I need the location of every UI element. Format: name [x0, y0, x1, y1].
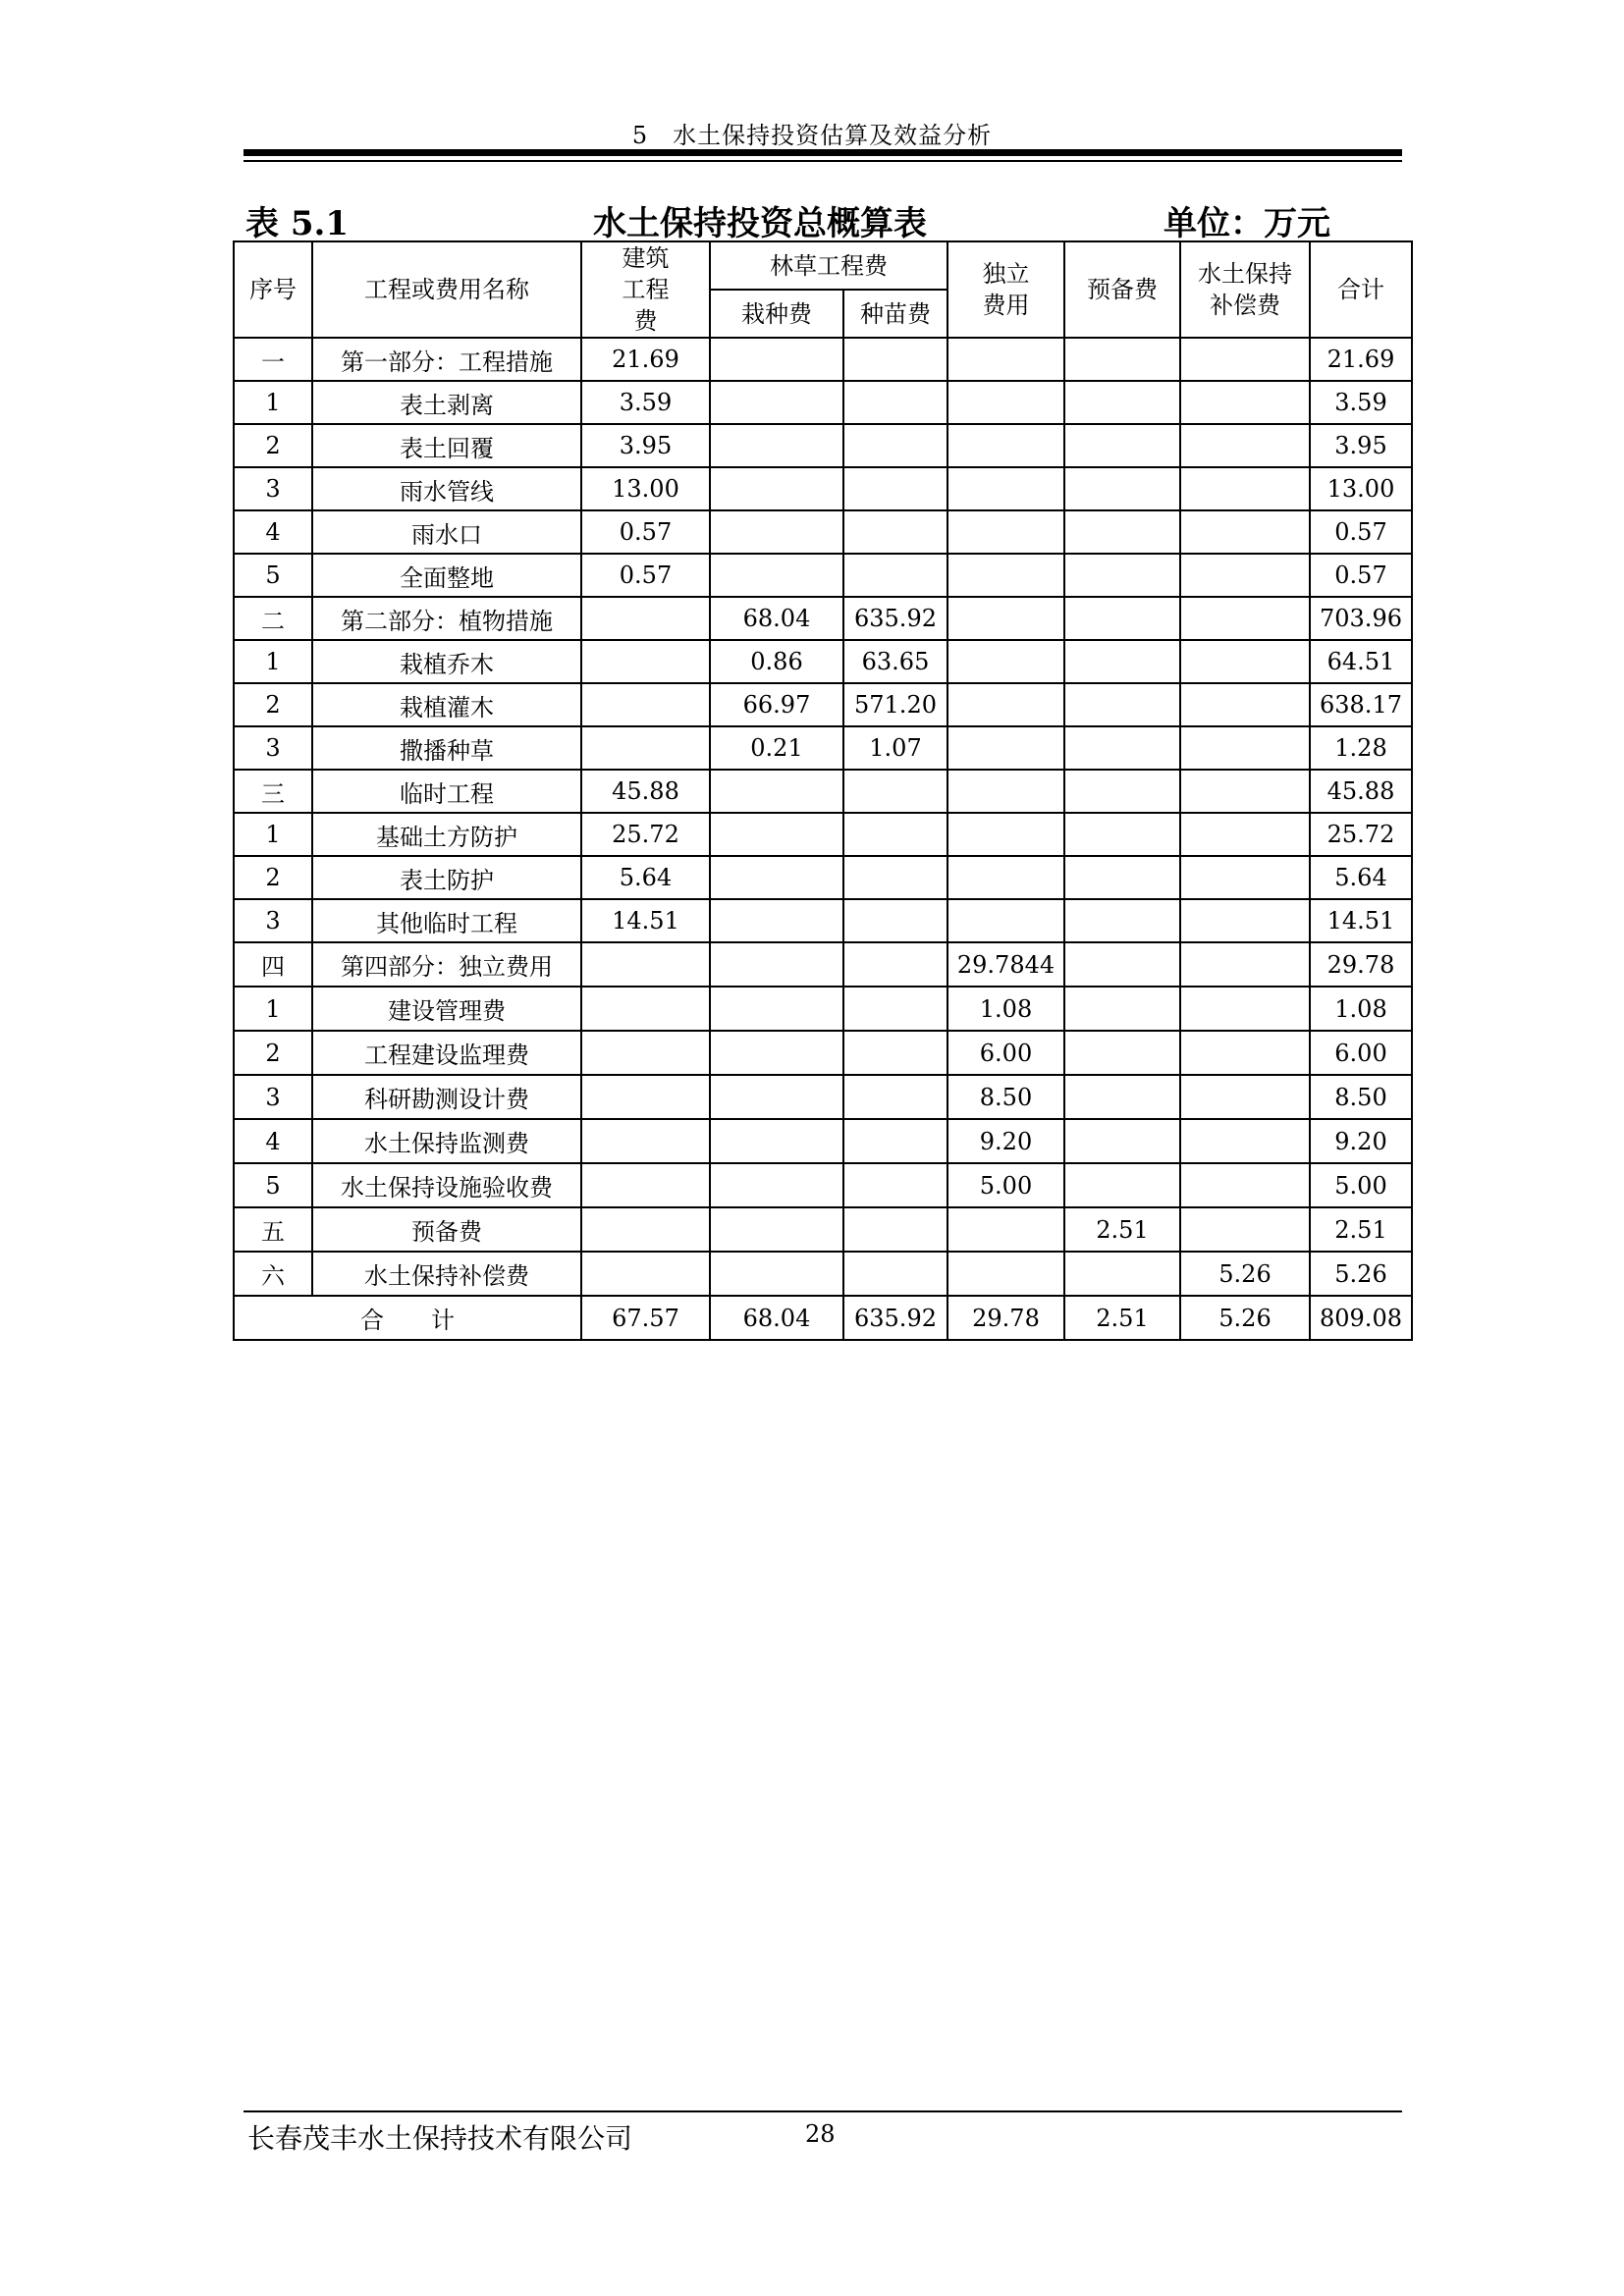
cell-independent — [947, 554, 1064, 597]
cell-planting — [710, 381, 843, 424]
total-independent: 29.78 — [947, 1296, 1064, 1340]
cell-building — [581, 1163, 710, 1207]
cell-compensation — [1180, 1119, 1310, 1163]
cell-total: 1.28 — [1310, 726, 1412, 770]
cell-seedling: 571.20 — [843, 683, 947, 726]
cell-total: 5.64 — [1310, 856, 1412, 899]
cell-seedling: 63.65 — [843, 640, 947, 683]
cell-seedling — [843, 338, 947, 381]
cell-total: 0.57 — [1310, 510, 1412, 554]
cell-compensation — [1180, 1163, 1310, 1207]
header-total: 合计 — [1310, 241, 1412, 338]
cell-name: 建设管理费 — [312, 987, 581, 1031]
cell-compensation — [1180, 510, 1310, 554]
cell-total: 3.95 — [1310, 424, 1412, 467]
header-rule-thin — [244, 160, 1402, 162]
cell-independent: 6.00 — [947, 1031, 1064, 1075]
cell-seq: 4 — [234, 510, 312, 554]
cell-name: 第四部分：独立费用 — [312, 942, 581, 987]
cell-building — [581, 1119, 710, 1163]
cell-building — [581, 1252, 710, 1296]
cell-planting — [710, 942, 843, 987]
table-row — [234, 381, 1412, 424]
cell-seedling — [843, 381, 947, 424]
header-compensation: 水土保持补偿费 — [1180, 241, 1310, 338]
cell-seq: 2 — [234, 424, 312, 467]
cell-seq: 4 — [234, 1119, 312, 1163]
table-row — [234, 856, 1412, 899]
footer-company: 长春茂丰水土保持技术有限公司 — [247, 2122, 633, 2155]
cell-reserve — [1064, 338, 1180, 381]
cell-total: 14.51 — [1310, 899, 1412, 942]
cell-total: 3.59 — [1310, 381, 1412, 424]
cell-name: 表土回覆 — [312, 424, 581, 467]
cell-name: 全面整地 — [312, 554, 581, 597]
cell-planting — [710, 1075, 843, 1119]
cell-name: 第二部分：植物措施 — [312, 597, 581, 640]
cell-seedling — [843, 987, 947, 1031]
cell-building — [581, 1075, 710, 1119]
cell-building: 14.51 — [581, 899, 710, 942]
header-seedling: 种苗费 — [843, 290, 947, 338]
cell-reserve — [1064, 1075, 1180, 1119]
cell-seq: 2 — [234, 683, 312, 726]
cell-total: 45.88 — [1310, 770, 1412, 813]
cell-seedling — [843, 1207, 947, 1252]
cell-building: 21.69 — [581, 338, 710, 381]
cell-total: 5.26 — [1310, 1252, 1412, 1296]
cell-seq: 四 — [234, 942, 312, 987]
cell-seedling — [843, 1163, 947, 1207]
cell-independent — [947, 640, 1064, 683]
cell-seq: 2 — [234, 856, 312, 899]
cell-seedling — [843, 424, 947, 467]
cell-seedling — [843, 1031, 947, 1075]
total-grand: 809.08 — [1310, 1296, 1412, 1340]
cell-compensation: 5.26 — [1180, 1252, 1310, 1296]
cell-seq: 5 — [234, 554, 312, 597]
cell-reserve — [1064, 726, 1180, 770]
cell-compensation — [1180, 381, 1310, 424]
cell-planting: 68.04 — [710, 597, 843, 640]
cell-compensation — [1180, 338, 1310, 381]
table-row — [234, 1252, 1412, 1296]
cell-name: 栽植灌木 — [312, 683, 581, 726]
cell-reserve — [1064, 899, 1180, 942]
cell-seedling — [843, 942, 947, 987]
cell-seedling — [843, 813, 947, 856]
cell-reserve — [1064, 1031, 1180, 1075]
cell-compensation — [1180, 813, 1310, 856]
cell-building: 25.72 — [581, 813, 710, 856]
cell-compensation — [1180, 1075, 1310, 1119]
cell-planting — [710, 510, 843, 554]
cell-independent — [947, 510, 1064, 554]
cell-name: 雨水口 — [312, 510, 581, 554]
table-row — [234, 899, 1412, 942]
cell-planting — [710, 813, 843, 856]
cell-name: 第一部分：工程措施 — [312, 338, 581, 381]
cell-independent — [947, 597, 1064, 640]
cell-reserve — [1064, 1119, 1180, 1163]
cell-seedling — [843, 899, 947, 942]
cell-building: 45.88 — [581, 770, 710, 813]
cell-name: 其他临时工程 — [312, 899, 581, 942]
cell-name: 雨水管线 — [312, 467, 581, 510]
cell-reserve — [1064, 467, 1180, 510]
total-building: 67.57 — [581, 1296, 710, 1340]
cell-building — [581, 597, 710, 640]
cell-seq: 二 — [234, 597, 312, 640]
table-row — [234, 1031, 1412, 1075]
cell-planting — [710, 1163, 843, 1207]
cell-name: 水土保持设施验收费 — [312, 1163, 581, 1207]
cell-planting — [710, 338, 843, 381]
cell-reserve — [1064, 683, 1180, 726]
cell-name: 预备费 — [312, 1207, 581, 1252]
cell-name: 撒播种草 — [312, 726, 581, 770]
header-planting: 栽种费 — [710, 290, 843, 338]
cell-seedling — [843, 770, 947, 813]
cell-seq: 3 — [234, 899, 312, 942]
total-compensation: 5.26 — [1180, 1296, 1310, 1340]
cell-name: 表土防护 — [312, 856, 581, 899]
cell-seq: 一 — [234, 338, 312, 381]
cell-building — [581, 942, 710, 987]
cell-compensation — [1180, 856, 1310, 899]
cell-compensation — [1180, 467, 1310, 510]
cell-building: 5.64 — [581, 856, 710, 899]
header-independent: 独立费用 — [947, 241, 1064, 338]
cell-compensation — [1180, 987, 1310, 1031]
cell-reserve — [1064, 597, 1180, 640]
cell-name: 基础土方防护 — [312, 813, 581, 856]
cell-reserve — [1064, 770, 1180, 813]
table-title: 水土保持投资总概算表 — [593, 204, 927, 243]
cell-total: 5.00 — [1310, 1163, 1412, 1207]
cell-independent — [947, 726, 1064, 770]
table-row — [234, 1075, 1412, 1119]
cell-reserve — [1064, 554, 1180, 597]
cell-planting — [710, 554, 843, 597]
cell-reserve — [1064, 813, 1180, 856]
table-row — [234, 467, 1412, 510]
running-header: 5 水土保持投资估算及效益分析 — [631, 122, 993, 149]
cell-name: 科研勘测设计费 — [312, 1075, 581, 1119]
cell-seedling — [843, 467, 947, 510]
cell-total: 1.08 — [1310, 987, 1412, 1031]
cell-planting — [710, 424, 843, 467]
cell-planting — [710, 1119, 843, 1163]
cell-building — [581, 640, 710, 683]
cell-reserve — [1064, 424, 1180, 467]
header-name: 工程或费用名称 — [312, 241, 581, 338]
cell-planting: 0.21 — [710, 726, 843, 770]
cell-total: 6.00 — [1310, 1031, 1412, 1075]
cell-total: 2.51 — [1310, 1207, 1412, 1252]
cell-planting — [710, 1207, 843, 1252]
cell-compensation — [1180, 640, 1310, 683]
cell-seq: 1 — [234, 813, 312, 856]
total-seedling: 635.92 — [843, 1296, 947, 1340]
cell-name: 工程建设监理费 — [312, 1031, 581, 1075]
cell-planting: 66.97 — [710, 683, 843, 726]
cell-building — [581, 726, 710, 770]
cell-reserve — [1064, 381, 1180, 424]
cell-building — [581, 987, 710, 1031]
cell-name: 水土保持补偿费 — [312, 1252, 581, 1296]
cell-total: 8.50 — [1310, 1075, 1412, 1119]
cell-compensation — [1180, 1207, 1310, 1252]
cell-seedling: 1.07 — [843, 726, 947, 770]
cell-independent: 29.7844 — [947, 942, 1064, 987]
cell-name: 表土剥离 — [312, 381, 581, 424]
cell-building: 3.95 — [581, 424, 710, 467]
cell-compensation — [1180, 554, 1310, 597]
cell-planting — [710, 899, 843, 942]
cell-independent — [947, 1252, 1064, 1296]
cell-building — [581, 1207, 710, 1252]
cell-building: 13.00 — [581, 467, 710, 510]
cell-total: 9.20 — [1310, 1119, 1412, 1163]
table-row — [234, 1119, 1412, 1163]
total-planting: 68.04 — [710, 1296, 843, 1340]
cell-seedling: 635.92 — [843, 597, 947, 640]
cell-planting — [710, 770, 843, 813]
cell-reserve: 2.51 — [1064, 1207, 1180, 1252]
cell-building: 0.57 — [581, 510, 710, 554]
investment-table — [233, 240, 1413, 1341]
table-row — [234, 640, 1412, 683]
cell-compensation — [1180, 1031, 1310, 1075]
cell-planting — [710, 1031, 843, 1075]
cell-compensation — [1180, 899, 1310, 942]
cell-seq: 三 — [234, 770, 312, 813]
cell-independent — [947, 381, 1064, 424]
cell-total: 21.69 — [1310, 338, 1412, 381]
table-unit: 单位：万元 — [1164, 204, 1330, 243]
cell-independent — [947, 683, 1064, 726]
table-row — [234, 1163, 1412, 1207]
cell-reserve — [1064, 987, 1180, 1031]
cell-compensation — [1180, 770, 1310, 813]
header-forest-group: 林草工程费 — [710, 241, 947, 290]
cell-seq: 1 — [234, 640, 312, 683]
cell-total: 29.78 — [1310, 942, 1412, 987]
cell-planting: 0.86 — [710, 640, 843, 683]
table-number: 表 5.1 — [245, 204, 349, 243]
total-label: 合 计 — [234, 1296, 581, 1340]
cell-name: 水土保持监测费 — [312, 1119, 581, 1163]
header-rule-thick — [244, 149, 1402, 156]
cell-planting — [710, 856, 843, 899]
cell-independent: 1.08 — [947, 987, 1064, 1031]
cell-independent — [947, 770, 1064, 813]
cell-independent: 8.50 — [947, 1075, 1064, 1119]
cell-reserve — [1064, 1163, 1180, 1207]
cell-seq: 2 — [234, 1031, 312, 1075]
cell-seedling — [843, 856, 947, 899]
table-row — [234, 683, 1412, 726]
cell-independent — [947, 1207, 1064, 1252]
cell-independent — [947, 424, 1064, 467]
cell-planting — [710, 467, 843, 510]
cell-name: 临时工程 — [312, 770, 581, 813]
cell-building — [581, 683, 710, 726]
cell-compensation — [1180, 942, 1310, 987]
table-row — [234, 987, 1412, 1031]
cell-seedling — [843, 1075, 947, 1119]
table-row — [234, 597, 1412, 640]
header-seq: 序号 — [234, 241, 312, 338]
cell-seedling — [843, 554, 947, 597]
header-building: 建筑工程费 — [581, 241, 710, 338]
cell-independent — [947, 856, 1064, 899]
cell-building: 3.59 — [581, 381, 710, 424]
cell-seq: 五 — [234, 1207, 312, 1252]
cell-compensation — [1180, 726, 1310, 770]
header-reserve: 预备费 — [1064, 241, 1180, 338]
cell-reserve — [1064, 510, 1180, 554]
cell-seedling — [843, 1252, 947, 1296]
cell-seq: 六 — [234, 1252, 312, 1296]
table-row — [234, 554, 1412, 597]
table-row — [234, 726, 1412, 770]
cell-independent — [947, 899, 1064, 942]
cell-total: 703.96 — [1310, 597, 1412, 640]
table-row — [234, 942, 1412, 987]
cell-reserve — [1064, 1252, 1180, 1296]
cell-building — [581, 1031, 710, 1075]
cell-total: 638.17 — [1310, 683, 1412, 726]
cell-compensation — [1180, 683, 1310, 726]
table-row — [234, 338, 1412, 381]
cell-total: 0.57 — [1310, 554, 1412, 597]
table-total-row — [234, 1296, 1412, 1340]
cell-independent — [947, 338, 1064, 381]
cell-seq: 1 — [234, 987, 312, 1031]
table-row — [234, 424, 1412, 467]
cell-seedling — [843, 510, 947, 554]
cell-total: 25.72 — [1310, 813, 1412, 856]
table-row — [234, 510, 1412, 554]
cell-compensation — [1180, 597, 1310, 640]
cell-total: 64.51 — [1310, 640, 1412, 683]
cell-reserve — [1064, 856, 1180, 899]
total-reserve: 2.51 — [1064, 1296, 1180, 1340]
cell-compensation — [1180, 424, 1310, 467]
cell-building: 0.57 — [581, 554, 710, 597]
table-row — [234, 813, 1412, 856]
table-row — [234, 1207, 1412, 1252]
cell-seq: 3 — [234, 467, 312, 510]
cell-independent — [947, 467, 1064, 510]
page-number: 28 — [805, 2120, 836, 2148]
cell-independent: 9.20 — [947, 1119, 1064, 1163]
cell-planting — [710, 987, 843, 1031]
cell-seedling — [843, 1119, 947, 1163]
cell-independent: 5.00 — [947, 1163, 1064, 1207]
cell-seq: 1 — [234, 381, 312, 424]
cell-total: 13.00 — [1310, 467, 1412, 510]
cell-seq: 3 — [234, 726, 312, 770]
cell-name: 栽植乔木 — [312, 640, 581, 683]
table-row — [234, 770, 1412, 813]
cell-seq: 5 — [234, 1163, 312, 1207]
cell-seq: 3 — [234, 1075, 312, 1119]
footer-rule — [244, 2110, 1402, 2112]
cell-planting — [710, 1252, 843, 1296]
cell-reserve — [1064, 640, 1180, 683]
cell-independent — [947, 813, 1064, 856]
cell-reserve — [1064, 942, 1180, 987]
